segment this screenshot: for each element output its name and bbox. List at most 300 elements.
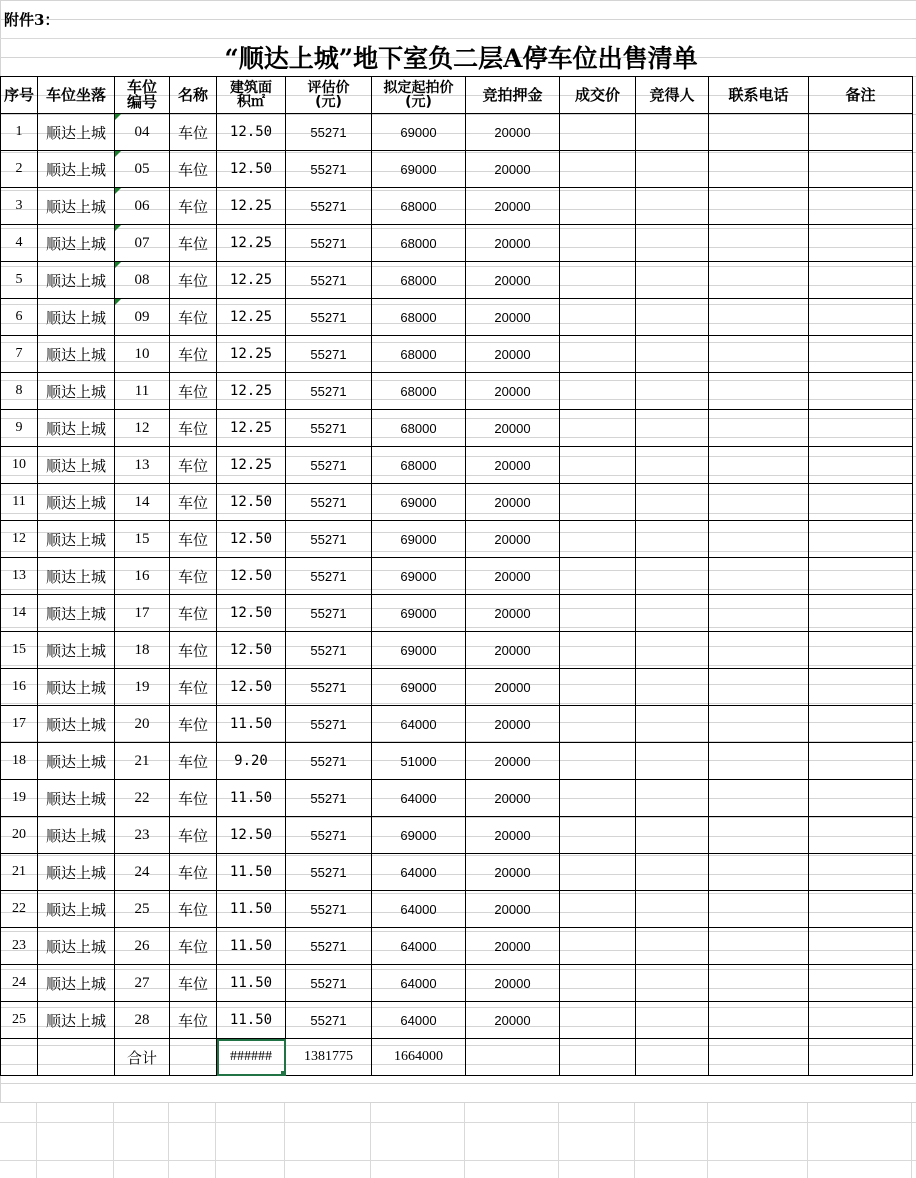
row-appraisal[interactable]: 55271	[286, 484, 372, 521]
row-location[interactable]: 顺达上城	[38, 484, 115, 521]
row-seq[interactable]: 16	[1, 669, 38, 706]
totals-label[interactable]: 合计	[115, 1039, 170, 1076]
row-deal-price[interactable]	[560, 595, 636, 632]
row-seq[interactable]: 6	[1, 299, 38, 336]
totals-seq-cell[interactable]	[1, 1039, 38, 1076]
header-number[interactable]	[115, 77, 170, 114]
header-deposit[interactable]: 竞拍押金	[466, 77, 560, 114]
row-location[interactable]: 顺达上城	[38, 188, 115, 225]
row-area[interactable]: 12.25	[217, 410, 286, 447]
row-deposit[interactable]: 20000	[466, 447, 560, 484]
row-name[interactable]: 车位	[170, 188, 217, 225]
row-remark[interactable]	[809, 521, 913, 558]
row-name[interactable]: 车位	[170, 484, 217, 521]
row-deal-price[interactable]	[560, 1002, 636, 1039]
row-location[interactable]: 顺达上城	[38, 299, 115, 336]
row-phone[interactable]	[709, 1002, 809, 1039]
row-remark[interactable]	[809, 299, 913, 336]
row-appraisal[interactable]: 55271	[286, 225, 372, 262]
row-name[interactable]: 车位	[170, 891, 217, 928]
row-name[interactable]: 车位	[170, 447, 217, 484]
row-seq[interactable]: 21	[1, 854, 38, 891]
row-location[interactable]: 顺达上城	[38, 521, 115, 558]
row-deal-price[interactable]	[560, 484, 636, 521]
header-start-price[interactable]	[372, 77, 466, 114]
row-name[interactable]: 车位	[170, 743, 217, 780]
row-deposit[interactable]: 20000	[466, 632, 560, 669]
row-area[interactable]: 12.25	[217, 336, 286, 373]
row-number[interactable]: 04	[115, 114, 170, 151]
row-appraisal[interactable]: 55271	[286, 891, 372, 928]
row-deal-price[interactable]	[560, 225, 636, 262]
row-location[interactable]: 顺达上城	[38, 965, 115, 1002]
row-start-price[interactable]: 64000	[372, 854, 466, 891]
row-seq[interactable]: 13	[1, 558, 38, 595]
row-deposit[interactable]: 20000	[466, 262, 560, 299]
header-appraisal[interactable]	[286, 77, 372, 114]
row-area[interactable]: 12.25	[217, 373, 286, 410]
row-deposit[interactable]: 20000	[466, 336, 560, 373]
row-name[interactable]: 车位	[170, 632, 217, 669]
row-number[interactable]: 26	[115, 928, 170, 965]
row-deal-price[interactable]	[560, 151, 636, 188]
row-remark[interactable]	[809, 558, 913, 595]
row-deal-price[interactable]	[560, 558, 636, 595]
row-start-price[interactable]: 68000	[372, 262, 466, 299]
row-phone[interactable]	[709, 336, 809, 373]
row-area[interactable]: 12.25	[217, 299, 286, 336]
totals-location-cell[interactable]	[38, 1039, 115, 1076]
empty-sheet-area[interactable]	[0, 1103, 916, 1178]
row-phone[interactable]	[709, 447, 809, 484]
row-location[interactable]: 顺达上城	[38, 854, 115, 891]
totals-name-cell[interactable]	[170, 1039, 217, 1076]
row-bidder[interactable]	[636, 632, 709, 669]
row-bidder[interactable]	[636, 854, 709, 891]
row-location[interactable]: 顺达上城	[38, 928, 115, 965]
row-name[interactable]: 车位	[170, 336, 217, 373]
row-bidder[interactable]	[636, 891, 709, 928]
row-location[interactable]: 顺达上城	[38, 558, 115, 595]
row-remark[interactable]	[809, 114, 913, 151]
row-start-price[interactable]: 51000	[372, 743, 466, 780]
row-start-price[interactable]: 64000	[372, 1002, 466, 1039]
row-bidder[interactable]	[636, 558, 709, 595]
row-appraisal[interactable]: 55271	[286, 743, 372, 780]
row-remark[interactable]	[809, 780, 913, 817]
row-bidder[interactable]	[636, 780, 709, 817]
row-seq[interactable]: 7	[1, 336, 38, 373]
row-name[interactable]: 车位	[170, 521, 217, 558]
row-name[interactable]: 车位	[170, 558, 217, 595]
row-deposit[interactable]: 20000	[466, 188, 560, 225]
row-remark[interactable]	[809, 410, 913, 447]
row-seq[interactable]: 4	[1, 225, 38, 262]
row-phone[interactable]	[709, 780, 809, 817]
row-remark[interactable]	[809, 965, 913, 1002]
row-deposit[interactable]: 20000	[466, 817, 560, 854]
row-seq[interactable]: 22	[1, 891, 38, 928]
row-area[interactable]: 12.50	[217, 151, 286, 188]
row-phone[interactable]	[709, 114, 809, 151]
row-area[interactable]: 12.25	[217, 262, 286, 299]
row-phone[interactable]	[709, 595, 809, 632]
row-number[interactable]: 16	[115, 558, 170, 595]
row-deal-price[interactable]	[560, 447, 636, 484]
row-deposit[interactable]: 20000	[466, 521, 560, 558]
row-number[interactable]: 06	[115, 188, 170, 225]
row-seq[interactable]: 17	[1, 706, 38, 743]
row-location[interactable]: 顺达上城	[38, 114, 115, 151]
row-appraisal[interactable]: 55271	[286, 262, 372, 299]
row-bidder[interactable]	[636, 336, 709, 373]
row-seq[interactable]: 24	[1, 965, 38, 1002]
row-name[interactable]: 车位	[170, 669, 217, 706]
row-number[interactable]: 23	[115, 817, 170, 854]
row-remark[interactable]	[809, 669, 913, 706]
header-area[interactable]	[217, 77, 286, 114]
row-deal-price[interactable]	[560, 965, 636, 1002]
row-name[interactable]: 车位	[170, 854, 217, 891]
row-number[interactable]: 27	[115, 965, 170, 1002]
row-phone[interactable]	[709, 706, 809, 743]
row-area[interactable]: 12.50	[217, 632, 286, 669]
row-deal-price[interactable]	[560, 632, 636, 669]
row-start-price[interactable]: 69000	[372, 632, 466, 669]
row-appraisal[interactable]: 55271	[286, 299, 372, 336]
row-number[interactable]: 15	[115, 521, 170, 558]
row-area[interactable]: 11.50	[217, 928, 286, 965]
row-area[interactable]: 12.25	[217, 188, 286, 225]
row-area[interactable]: 12.50	[217, 521, 286, 558]
row-name[interactable]: 车位	[170, 225, 217, 262]
row-name[interactable]: 车位	[170, 373, 217, 410]
row-seq[interactable]: 15	[1, 632, 38, 669]
row-bidder[interactable]	[636, 373, 709, 410]
row-deposit[interactable]: 20000	[466, 299, 560, 336]
row-remark[interactable]	[809, 188, 913, 225]
row-seq[interactable]: 12	[1, 521, 38, 558]
row-bidder[interactable]	[636, 743, 709, 780]
row-appraisal[interactable]: 55271	[286, 336, 372, 373]
totals-remark-cell[interactable]	[809, 1039, 913, 1076]
row-name[interactable]: 车位	[170, 151, 217, 188]
row-name[interactable]: 车位	[170, 595, 217, 632]
row-seq[interactable]: 23	[1, 928, 38, 965]
row-deposit[interactable]: 20000	[466, 965, 560, 1002]
row-appraisal[interactable]: 55271	[286, 780, 372, 817]
row-seq[interactable]: 5	[1, 262, 38, 299]
row-phone[interactable]	[709, 373, 809, 410]
row-start-price[interactable]: 64000	[372, 780, 466, 817]
row-start-price[interactable]: 68000	[372, 299, 466, 336]
row-appraisal[interactable]: 55271	[286, 817, 372, 854]
row-area[interactable]: 12.50	[217, 817, 286, 854]
row-deposit[interactable]: 20000	[466, 780, 560, 817]
row-deal-price[interactable]	[560, 299, 636, 336]
row-appraisal[interactable]: 55271	[286, 521, 372, 558]
row-appraisal[interactable]: 55271	[286, 410, 372, 447]
row-seq[interactable]: 19	[1, 780, 38, 817]
row-remark[interactable]	[809, 854, 913, 891]
row-number[interactable]: 18	[115, 632, 170, 669]
row-seq[interactable]: 2	[1, 151, 38, 188]
row-number[interactable]: 25	[115, 891, 170, 928]
row-remark[interactable]	[809, 262, 913, 299]
row-area[interactable]: 9.20	[217, 743, 286, 780]
totals-area[interactable]	[217, 1039, 286, 1076]
totals-deposit-cell[interactable]	[466, 1039, 560, 1076]
row-start-price[interactable]: 69000	[372, 817, 466, 854]
row-start-price[interactable]: 68000	[372, 373, 466, 410]
row-name[interactable]: 车位	[170, 780, 217, 817]
row-seq[interactable]: 20	[1, 817, 38, 854]
row-area[interactable]: 11.50	[217, 965, 286, 1002]
totals-appraisal[interactable]: 1381775	[286, 1039, 372, 1076]
row-deal-price[interactable]	[560, 817, 636, 854]
row-start-price[interactable]: 69000	[372, 595, 466, 632]
row-start-price[interactable]: 69000	[372, 558, 466, 595]
row-location[interactable]: 顺达上城	[38, 336, 115, 373]
row-phone[interactable]	[709, 891, 809, 928]
row-location[interactable]: 顺达上城	[38, 669, 115, 706]
row-deal-price[interactable]	[560, 891, 636, 928]
row-remark[interactable]	[809, 817, 913, 854]
row-seq[interactable]: 10	[1, 447, 38, 484]
row-number[interactable]: 17	[115, 595, 170, 632]
row-location[interactable]: 顺达上城	[38, 595, 115, 632]
row-phone[interactable]	[709, 669, 809, 706]
row-number[interactable]: 07	[115, 225, 170, 262]
header-remark[interactable]: 备注	[809, 77, 913, 114]
row-appraisal[interactable]: 55271	[286, 669, 372, 706]
row-deal-price[interactable]	[560, 669, 636, 706]
row-seq[interactable]: 18	[1, 743, 38, 780]
row-remark[interactable]	[809, 928, 913, 965]
header-name[interactable]: 名称	[170, 77, 217, 114]
row-start-price[interactable]: 68000	[372, 447, 466, 484]
row-start-price[interactable]: 64000	[372, 928, 466, 965]
row-number[interactable]: 14	[115, 484, 170, 521]
row-bidder[interactable]	[636, 225, 709, 262]
row-seq[interactable]: 9	[1, 410, 38, 447]
row-deal-price[interactable]	[560, 373, 636, 410]
row-appraisal[interactable]: 55271	[286, 632, 372, 669]
row-bidder[interactable]	[636, 817, 709, 854]
row-area[interactable]: 12.50	[217, 558, 286, 595]
row-deposit[interactable]: 20000	[466, 410, 560, 447]
row-bidder[interactable]	[636, 299, 709, 336]
row-deposit[interactable]: 20000	[466, 225, 560, 262]
row-appraisal[interactable]: 55271	[286, 558, 372, 595]
row-phone[interactable]	[709, 225, 809, 262]
row-start-price[interactable]: 69000	[372, 669, 466, 706]
row-appraisal[interactable]: 55271	[286, 373, 372, 410]
row-phone[interactable]	[709, 262, 809, 299]
row-deal-price[interactable]	[560, 928, 636, 965]
row-appraisal[interactable]: 55271	[286, 706, 372, 743]
row-appraisal[interactable]: 55271	[286, 188, 372, 225]
row-phone[interactable]	[709, 817, 809, 854]
row-start-price[interactable]: 68000	[372, 336, 466, 373]
row-start-price[interactable]: 68000	[372, 188, 466, 225]
row-seq[interactable]: 14	[1, 595, 38, 632]
row-name[interactable]: 车位	[170, 706, 217, 743]
row-remark[interactable]	[809, 743, 913, 780]
row-phone[interactable]	[709, 632, 809, 669]
header-deal-price[interactable]: 成交价	[560, 77, 636, 114]
fill-handle[interactable]	[281, 1071, 286, 1076]
row-phone[interactable]	[709, 854, 809, 891]
row-bidder[interactable]	[636, 928, 709, 965]
row-bidder[interactable]	[636, 262, 709, 299]
row-deal-price[interactable]	[560, 780, 636, 817]
header-location[interactable]: 车位坐落	[38, 77, 115, 114]
row-area[interactable]: 11.50	[217, 854, 286, 891]
row-remark[interactable]	[809, 706, 913, 743]
row-bidder[interactable]	[636, 484, 709, 521]
totals-start-price[interactable]: 1664000	[372, 1039, 466, 1076]
row-appraisal[interactable]: 55271	[286, 447, 372, 484]
row-bidder[interactable]	[636, 965, 709, 1002]
row-phone[interactable]	[709, 484, 809, 521]
row-number[interactable]: 22	[115, 780, 170, 817]
row-number[interactable]: 13	[115, 447, 170, 484]
totals-bidder-cell[interactable]	[636, 1039, 709, 1076]
row-phone[interactable]	[709, 151, 809, 188]
header-phone[interactable]: 联系电话	[709, 77, 809, 114]
row-bidder[interactable]	[636, 669, 709, 706]
row-number[interactable]: 09	[115, 299, 170, 336]
row-start-price[interactable]: 69000	[372, 114, 466, 151]
row-name[interactable]: 车位	[170, 965, 217, 1002]
row-number[interactable]: 21	[115, 743, 170, 780]
row-location[interactable]: 顺达上城	[38, 706, 115, 743]
row-seq[interactable]: 25	[1, 1002, 38, 1039]
row-deal-price[interactable]	[560, 743, 636, 780]
row-location[interactable]: 顺达上城	[38, 817, 115, 854]
row-deposit[interactable]: 20000	[466, 669, 560, 706]
row-location[interactable]: 顺达上城	[38, 225, 115, 262]
row-bidder[interactable]	[636, 595, 709, 632]
row-bidder[interactable]	[636, 521, 709, 558]
row-deposit[interactable]: 20000	[466, 928, 560, 965]
row-seq[interactable]: 11	[1, 484, 38, 521]
row-start-price[interactable]: 68000	[372, 410, 466, 447]
row-number[interactable]: 28	[115, 1002, 170, 1039]
totals-phone-cell[interactable]	[709, 1039, 809, 1076]
row-name[interactable]: 车位	[170, 262, 217, 299]
row-remark[interactable]	[809, 632, 913, 669]
row-number[interactable]: 11	[115, 373, 170, 410]
row-seq[interactable]: 3	[1, 188, 38, 225]
row-area[interactable]: 11.50	[217, 891, 286, 928]
row-location[interactable]: 顺达上城	[38, 410, 115, 447]
row-deposit[interactable]: 20000	[466, 706, 560, 743]
row-remark[interactable]	[809, 225, 913, 262]
row-number[interactable]: 10	[115, 336, 170, 373]
row-area[interactable]: 12.25	[217, 225, 286, 262]
row-seq[interactable]: 8	[1, 373, 38, 410]
row-deal-price[interactable]	[560, 262, 636, 299]
header-seq[interactable]: 序号	[1, 77, 38, 114]
row-area[interactable]: 12.50	[217, 114, 286, 151]
row-phone[interactable]	[709, 743, 809, 780]
header-bidder[interactable]: 竞得人	[636, 77, 709, 114]
row-phone[interactable]	[709, 299, 809, 336]
row-location[interactable]: 顺达上城	[38, 151, 115, 188]
row-phone[interactable]	[709, 928, 809, 965]
row-deposit[interactable]: 20000	[466, 114, 560, 151]
row-start-price[interactable]: 68000	[372, 225, 466, 262]
row-remark[interactable]	[809, 891, 913, 928]
row-appraisal[interactable]: 55271	[286, 965, 372, 1002]
row-area[interactable]: 11.50	[217, 706, 286, 743]
row-bidder[interactable]	[636, 447, 709, 484]
row-start-price[interactable]: 64000	[372, 891, 466, 928]
row-area[interactable]: 12.25	[217, 447, 286, 484]
row-remark[interactable]	[809, 151, 913, 188]
row-name[interactable]: 车位	[170, 928, 217, 965]
row-number[interactable]: 12	[115, 410, 170, 447]
row-phone[interactable]	[709, 558, 809, 595]
row-bidder[interactable]	[636, 114, 709, 151]
row-remark[interactable]	[809, 1002, 913, 1039]
row-name[interactable]: 车位	[170, 299, 217, 336]
row-phone[interactable]	[709, 965, 809, 1002]
row-location[interactable]: 顺达上城	[38, 447, 115, 484]
row-deposit[interactable]: 20000	[466, 373, 560, 410]
totals-deal-price-cell[interactable]	[560, 1039, 636, 1076]
row-appraisal[interactable]: 55271	[286, 1002, 372, 1039]
row-area[interactable]: 12.50	[217, 669, 286, 706]
row-remark[interactable]	[809, 373, 913, 410]
row-location[interactable]: 顺达上城	[38, 632, 115, 669]
row-phone[interactable]	[709, 188, 809, 225]
row-deposit[interactable]: 20000	[466, 558, 560, 595]
row-appraisal[interactable]: 55271	[286, 151, 372, 188]
row-area[interactable]: 11.50	[217, 1002, 286, 1039]
row-phone[interactable]	[709, 521, 809, 558]
row-phone[interactable]	[709, 410, 809, 447]
row-deposit[interactable]: 20000	[466, 595, 560, 632]
row-location[interactable]: 顺达上城	[38, 743, 115, 780]
row-deal-price[interactable]	[560, 114, 636, 151]
row-remark[interactable]	[809, 484, 913, 521]
row-location[interactable]: 顺达上城	[38, 1002, 115, 1039]
row-deposit[interactable]: 20000	[466, 484, 560, 521]
row-number[interactable]: 24	[115, 854, 170, 891]
row-deal-price[interactable]	[560, 188, 636, 225]
row-appraisal[interactable]: 55271	[286, 595, 372, 632]
row-bidder[interactable]	[636, 706, 709, 743]
row-deal-price[interactable]	[560, 410, 636, 447]
row-remark[interactable]	[809, 595, 913, 632]
row-start-price[interactable]: 69000	[372, 521, 466, 558]
row-number[interactable]: 08	[115, 262, 170, 299]
row-bidder[interactable]	[636, 188, 709, 225]
row-seq[interactable]: 1	[1, 114, 38, 151]
row-start-price[interactable]: 64000	[372, 965, 466, 1002]
row-appraisal[interactable]: 55271	[286, 928, 372, 965]
row-start-price[interactable]: 64000	[372, 706, 466, 743]
row-name[interactable]: 车位	[170, 114, 217, 151]
row-location[interactable]: 顺达上城	[38, 262, 115, 299]
row-bidder[interactable]	[636, 410, 709, 447]
row-deposit[interactable]: 20000	[466, 743, 560, 780]
row-location[interactable]: 顺达上城	[38, 891, 115, 928]
row-location[interactable]: 顺达上城	[38, 373, 115, 410]
